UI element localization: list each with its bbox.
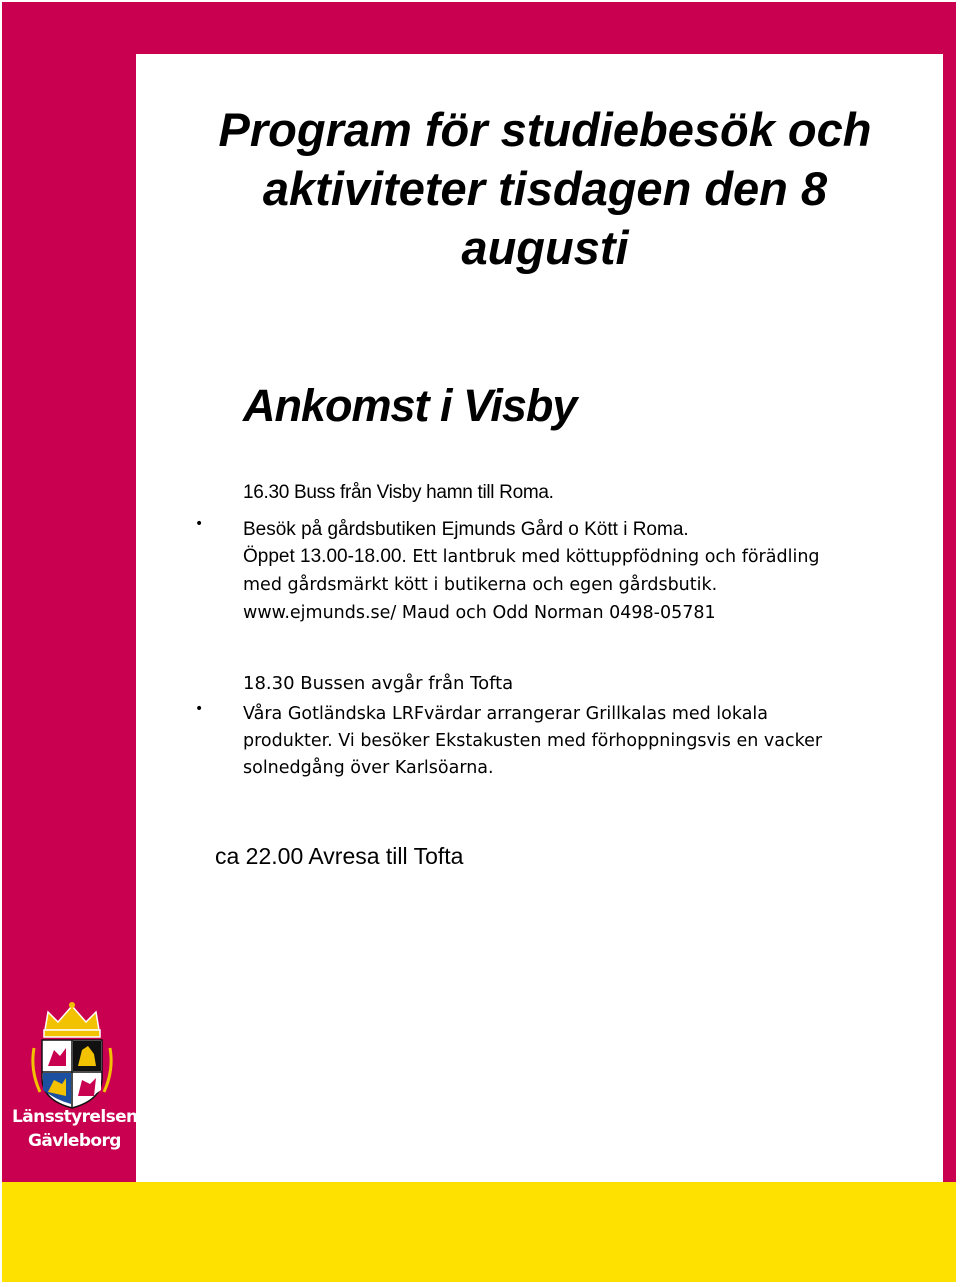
section-roma-text [243,516,933,627]
bullet-item [195,516,933,627]
logo-wordmark [12,1105,136,1153]
logo-line-1: Länsstyrelsen [12,1107,138,1127]
right-band [943,2,956,1182]
section-tofta-heading: 18.30 Bussen avgår från Tofta [243,673,514,694]
farm-description-2: med gårdsmärkt kött i butikerna och egen gårdsbutik. [243,575,718,595]
tofta-line-2: produkter. Vi besöker Ekstakusten med förhoppningsvis en vacker [243,731,823,751]
bottom-band [2,1182,956,1282]
visit-line: Besök på gårdsbutiken Ejmunds Gård o Kött i Roma. [243,519,689,540]
arrival-heading: Ankomst i Visby [243,380,577,431]
section-tofta [195,670,933,782]
section-tofta-text [243,701,933,782]
tofta-line-3: solnedgång över Karlsöarna. [243,758,494,778]
bullet-item [195,701,933,782]
bullet-icon: • [195,516,204,532]
title-line-1: Program för studiebesök och [218,103,872,156]
contact-line: www.ejmunds.se/ Maud och Odd Norman 0498-05781 [243,603,716,623]
title-line-3: augusti [461,221,629,274]
departure-line: ca 22.00 Avresa till Tofta [215,843,464,869]
farm-description-1: Ett lantbruk med köttuppfödning och förädling [406,547,820,567]
opening-hours: Öppet 13.00-18.00. [243,546,407,567]
top-band [2,2,956,54]
title-line-2: aktiviteter tisdagen den 8 [262,162,828,215]
logo-line-2: Gävleborg [28,1131,121,1151]
bullet-icon: • [195,701,204,717]
tofta-line-1: Våra Gotländska LRFvärdar arrangerar Grillkalas med lokala [243,704,769,724]
page-title [150,100,940,277]
section-roma [195,480,933,627]
section-roma-heading: 16.30 Buss från Visby hamn till Roma. [243,482,554,503]
